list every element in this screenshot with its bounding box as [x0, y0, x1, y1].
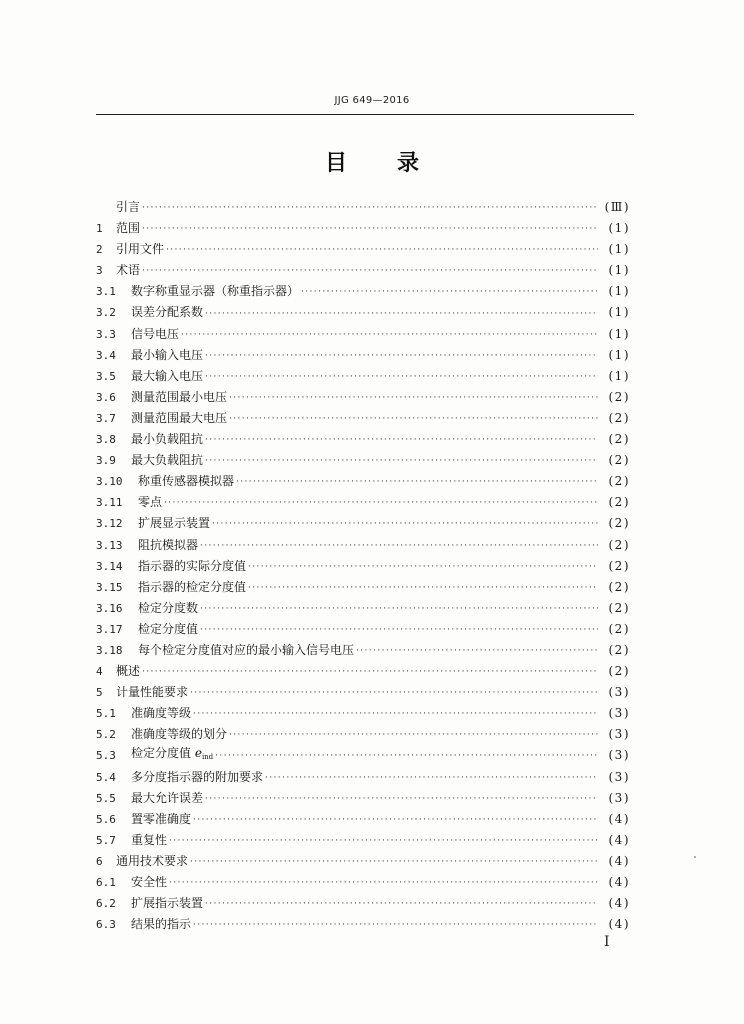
scan-speck — [694, 856, 696, 858]
toc-entry-label — [138, 619, 198, 640]
toc-entry-label-text: 最大输入电压 — [131, 368, 204, 383]
toc-entry-label — [131, 767, 263, 788]
toc-dot-leader — [301, 281, 598, 302]
toc-title — [0, 146, 744, 177]
toc-entry — [96, 197, 630, 218]
toc-entry-label-text: 最大允许误差 — [131, 790, 204, 805]
toc-entry — [96, 513, 630, 534]
toc-entry — [96, 239, 630, 260]
toc-entry-label-text: 最小负载阻抗 — [131, 432, 204, 447]
toc-entry — [96, 598, 630, 619]
toc-entry-label-text: 术语 — [116, 263, 141, 278]
toc-dot-leader — [142, 218, 598, 239]
toc-entry-label-text: 重复性 — [131, 832, 168, 847]
toc-title-char-2: 录 — [397, 151, 420, 176]
toc-entry-page: (2) — [608, 642, 630, 657]
toc-entry — [96, 767, 630, 788]
toc-entry-label — [131, 703, 191, 724]
toc-entry-label — [131, 408, 227, 429]
toc-entry-label — [131, 302, 203, 323]
toc-entry-label — [131, 724, 227, 745]
toc-entry-number: 5.5 — [96, 791, 116, 805]
toc-entry-label — [138, 513, 210, 534]
toc-entry-number: 6.1 — [96, 876, 116, 889]
toc-dot-leader — [193, 809, 598, 830]
toc-dot-leader — [200, 619, 598, 640]
toc-dot-leader — [205, 450, 598, 471]
toc-entry-number: 5.1 — [96, 707, 116, 721]
toc-dot-leader — [190, 682, 598, 703]
toc-entry-number: 3.4 — [96, 348, 116, 362]
toc-entry-label-text: 扩展显示装置 — [138, 516, 211, 531]
toc-entry-number: 5.6 — [96, 812, 116, 826]
toc-entry — [96, 429, 630, 450]
toc-entry-label-text: 概述 — [116, 664, 141, 679]
toc-entry-number: 6.3 — [96, 918, 116, 932]
toc-dot-leader — [248, 556, 598, 577]
toc-entry-page: (3) — [608, 790, 630, 805]
toc-title-char-1: 目 — [324, 151, 347, 176]
toc-entry-number: 3.6 — [96, 390, 116, 404]
toc-entry-page: (2) — [608, 495, 630, 510]
toc-entry-label-text: 置零准确度 — [131, 811, 192, 826]
toc-entry-number: 3.11 — [96, 496, 123, 510]
toc-entry-page: (2) — [608, 600, 630, 615]
toc-entry-label — [116, 851, 188, 872]
toc-dot-leader — [248, 577, 598, 598]
toc-entry-label — [131, 387, 227, 408]
toc-entry-label-text: 范围 — [116, 221, 141, 236]
toc-entry-label-text: 结果的指示 — [131, 917, 192, 932]
toc-dot-leader — [205, 345, 598, 366]
toc-entry-label-text: 检定分度值 — [138, 621, 199, 636]
toc-dot-leader — [265, 767, 598, 788]
toc-entry — [96, 302, 630, 323]
toc-entry-label — [116, 661, 140, 682]
toc-entry-label-text: 最小输入电压 — [131, 347, 204, 362]
toc-dot-leader — [229, 387, 598, 408]
toc-entry-page: (3) — [608, 706, 630, 721]
toc-entry — [96, 260, 630, 281]
toc-entry-page: (Ⅲ) — [604, 200, 630, 214]
toc-entry-label-text: 每个检定分度值对应的最小输入信号电压 — [138, 642, 355, 657]
toc-entry-symbol: e — [194, 746, 202, 761]
toc-entry-page: (1) — [608, 347, 630, 362]
toc-dot-leader — [193, 703, 598, 724]
toc-entry-label-text: 数字称重显示器（称重指示器） — [131, 284, 300, 299]
toc-entry-label-text: 安全性 — [131, 875, 168, 889]
toc-entry-number: 3.16 — [96, 601, 123, 615]
toc-entry-label-text: 检定分度数 — [138, 600, 199, 615]
toc-entry-label-text: 零点 — [138, 495, 163, 510]
toc-entry-number: 3.8 — [96, 433, 116, 447]
toc-entry-label-text: 准确度等级 — [131, 706, 192, 721]
toc-entry — [96, 577, 630, 598]
toc-entry — [96, 851, 630, 872]
toc-entry — [96, 830, 630, 851]
toc-entry-page: (2) — [608, 579, 630, 594]
toc-dot-leader — [205, 893, 598, 914]
toc-entry — [96, 724, 630, 745]
toc-entry — [96, 914, 630, 935]
toc-entry-label — [131, 809, 191, 830]
toc-entry-number: 5.7 — [96, 833, 116, 847]
toc-entry — [96, 745, 630, 766]
toc-dot-leader — [193, 914, 598, 935]
toc-entry — [96, 703, 630, 724]
toc-entry-label — [138, 640, 354, 661]
toc-entry-number: 4 — [96, 665, 103, 679]
toc-dot-leader — [169, 830, 598, 851]
toc-entry-number: 5.4 — [96, 770, 116, 784]
toc-dot-leader — [169, 872, 598, 893]
toc-list — [96, 197, 630, 935]
toc-entry-number: 3.2 — [96, 306, 116, 320]
toc-entry-number: 3.12 — [96, 517, 123, 531]
toc-entry-label-text: 多分度指示器的附加要求 — [131, 769, 264, 784]
toc-dot-leader — [212, 513, 598, 534]
toc-entry-page: (2) — [608, 410, 630, 425]
toc-entry — [96, 471, 630, 492]
toc-entry-number: 3.15 — [96, 580, 123, 594]
toc-entry — [96, 893, 630, 914]
header-rule — [96, 114, 634, 115]
toc-dot-leader — [229, 724, 598, 745]
toc-entry-label — [116, 239, 164, 260]
toc-dot-leader — [356, 640, 598, 661]
toc-entry-number: 6.2 — [96, 897, 116, 911]
toc-entry-page: (3) — [608, 769, 630, 784]
toc-entry-page: (2) — [608, 389, 630, 404]
toc-entry-label-text: 通用技术要求 — [116, 853, 189, 868]
toc-entry-label-text: 计量性能要求 — [116, 685, 189, 700]
toc-entry-label-text: 指示器的实际分度值 — [138, 558, 247, 573]
toc-dot-leader — [142, 197, 598, 218]
toc-dot-leader — [205, 303, 598, 324]
toc-entry-label-text: 准确度等级的划分 — [131, 727, 228, 742]
toc-entry — [96, 218, 630, 239]
toc-entry-page: (4) — [608, 832, 630, 847]
toc-entry-page: (2) — [608, 558, 630, 573]
toc-dot-leader — [142, 661, 598, 682]
toc-entry-label-text: 扩展指示装置 — [131, 896, 204, 911]
toc-entry — [96, 450, 630, 471]
page-folio: I — [604, 934, 610, 950]
toc-entry-page: (2) — [608, 621, 630, 636]
toc-entry-label-text: 称重传感器模拟器 — [138, 474, 235, 489]
toc-dot-leader — [181, 324, 598, 345]
toc-entry-page: (1) — [608, 305, 630, 320]
toc-entry-label-text: 检定分度值 — [131, 746, 195, 761]
standard-code-header: JJG 649—2016 — [334, 95, 410, 106]
toc-entry — [96, 366, 630, 387]
toc-dot-leader — [190, 851, 598, 872]
toc-entry-label — [138, 471, 234, 492]
toc-entry-page: (3) — [608, 748, 630, 763]
toc-entry-page: (1) — [608, 368, 630, 383]
toc-entry-page: (1) — [608, 263, 630, 278]
toc-dot-leader — [229, 408, 598, 429]
toc-entry-number: 3.1 — [96, 285, 116, 299]
toc-entry-page: (4) — [608, 853, 630, 868]
toc-entry-number: 3.9 — [96, 454, 116, 468]
toc-dot-leader — [200, 535, 598, 556]
toc-dot-leader — [166, 239, 598, 260]
toc-entry-label — [131, 281, 299, 302]
toc-dot-leader — [205, 366, 598, 387]
toc-dot-leader — [215, 745, 598, 766]
toc-entry — [96, 556, 630, 577]
toc-dot-leader — [164, 492, 598, 513]
toc-entry-label-text: 阻抗模拟器 — [138, 537, 199, 552]
toc-entry-label — [131, 450, 203, 471]
toc-entry-page: (1) — [608, 242, 630, 257]
toc-entry-label — [138, 556, 246, 577]
toc-entry-number: 3.13 — [96, 538, 123, 552]
toc-entry — [96, 661, 630, 682]
toc-entry-number: 1 — [96, 222, 103, 236]
toc-entry-number: 6 — [96, 854, 103, 868]
toc-entry-label — [131, 788, 203, 809]
toc-entry-number: 5 — [96, 686, 103, 700]
toc-dot-leader — [142, 260, 598, 281]
toc-entry-label-text: 误差分配系数 — [131, 305, 204, 320]
toc-entry — [96, 492, 630, 513]
toc-entry-page: (4) — [608, 811, 630, 826]
toc-entry-page: (4) — [608, 896, 630, 911]
toc-entry-label — [138, 577, 246, 598]
toc-entry — [96, 345, 630, 366]
toc-entry-page: (1) — [608, 326, 630, 341]
toc-dot-leader — [205, 788, 598, 809]
toc-dot-leader — [236, 471, 598, 492]
toc-entry-page: (2) — [608, 453, 630, 468]
toc-entry — [96, 872, 630, 893]
toc-entry-label — [131, 872, 167, 893]
toc-entry-number: 3 — [96, 264, 103, 278]
toc-entry-page: (4) — [608, 875, 630, 889]
toc-entry — [96, 387, 630, 408]
toc-entry-label — [131, 366, 203, 387]
toc-dot-leader — [205, 429, 598, 450]
toc-entry — [96, 682, 630, 703]
toc-entry-label — [131, 830, 167, 851]
toc-entry-label — [116, 260, 140, 281]
toc-entry-number: 3.17 — [96, 622, 123, 636]
toc-entry-page: (2) — [608, 474, 630, 489]
toc-entry-number: 3.18 — [96, 643, 123, 657]
toc-entry-label — [131, 893, 203, 914]
toc-entry — [96, 324, 630, 345]
toc-entry — [96, 619, 630, 640]
toc-entry-label-text: 最大负载阻抗 — [131, 453, 204, 468]
toc-entry — [96, 408, 630, 429]
toc-entry-label — [138, 535, 198, 556]
toc-entry-label-text: 指示器的检定分度值 — [138, 579, 247, 594]
toc-entry-label — [131, 429, 203, 450]
toc-entry-label-text: 引言 — [116, 200, 141, 214]
toc-entry-page: (1) — [608, 221, 630, 236]
toc-entry — [96, 788, 630, 809]
toc-entry — [96, 809, 630, 830]
toc-entry-label-text: 测量范围最大电压 — [131, 410, 228, 425]
toc-entry-label — [131, 345, 203, 366]
toc-entry-label-text: 测量范围最小电压 — [131, 389, 228, 404]
toc-entry-label-text: 引用文件 — [116, 242, 165, 257]
toc-entry — [96, 640, 630, 661]
toc-entry-page: (1) — [608, 284, 630, 299]
toc-entry-number: 3.5 — [96, 369, 116, 383]
toc-entry-number: 3.10 — [96, 475, 123, 489]
toc-entry-number: 2 — [96, 243, 103, 257]
toc-entry-number: 3.3 — [96, 327, 116, 341]
toc-entry-label — [131, 914, 191, 935]
toc-entry-label — [138, 492, 162, 513]
toc-entry-symbol-subscript: ind — [201, 753, 214, 762]
toc-entry-number: 5.3 — [96, 749, 116, 763]
toc-entry-label — [131, 324, 179, 345]
toc-entry-page: (2) — [608, 664, 630, 679]
toc-entry-page: (3) — [608, 727, 630, 742]
toc-entry-page: (2) — [608, 432, 630, 447]
toc-entry-page: (2) — [608, 537, 630, 552]
toc-entry-number: 3.14 — [96, 559, 123, 573]
toc-dot-leader — [200, 598, 598, 619]
toc-entry-page: (2) — [608, 516, 630, 531]
toc-entry — [96, 535, 630, 556]
toc-entry-number: 5.2 — [96, 728, 116, 742]
toc-entry-label — [116, 218, 140, 239]
toc-entry-page: (4) — [608, 917, 630, 932]
toc-entry-label — [116, 197, 140, 218]
toc-entry-label — [138, 598, 198, 619]
toc-entry-label — [116, 682, 188, 703]
toc-entry-page: (3) — [608, 685, 630, 700]
toc-entry-label-text: 信号电压 — [131, 326, 180, 341]
toc-entry — [96, 281, 630, 302]
toc-entry-number: 3.7 — [96, 411, 116, 425]
toc-entry-label — [131, 743, 213, 768]
